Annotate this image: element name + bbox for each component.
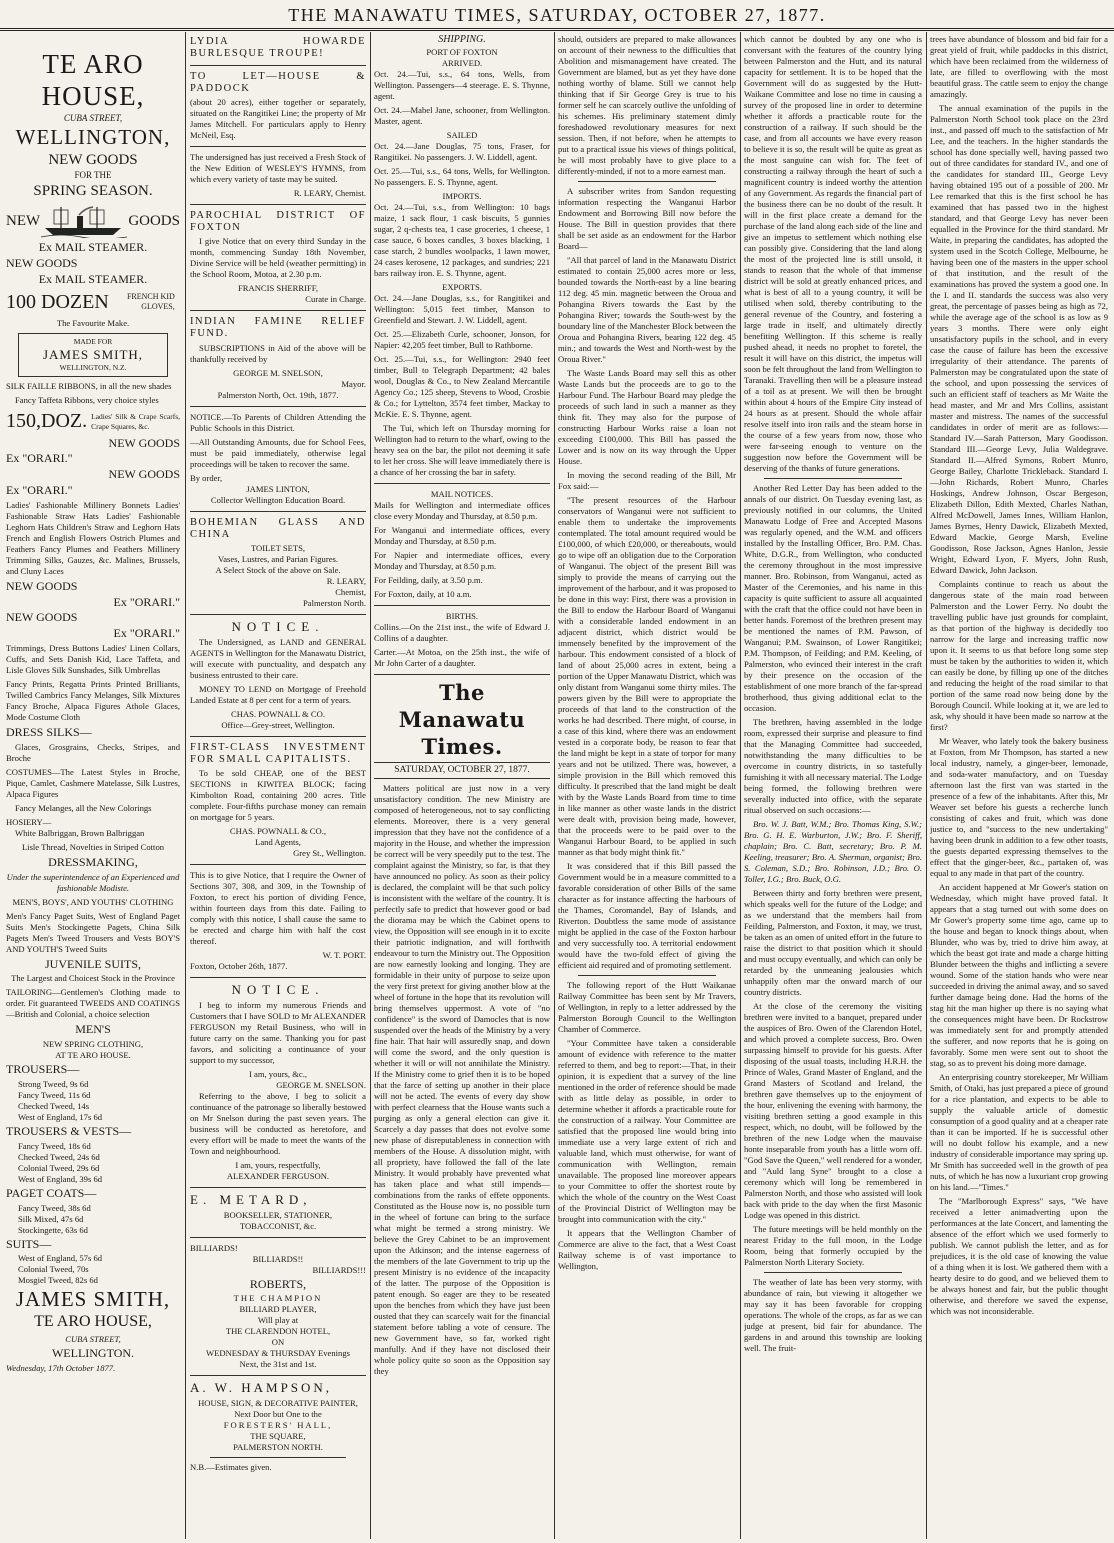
price-item: West of England, 17s 6d (18, 1111, 103, 1122)
made-for-label: MADE FOR (73, 337, 113, 347)
modiste-line: Under the superintendence of an Experienced and fashionable Modiste. (6, 871, 180, 893)
new-goods-line-3: NEW GOODS (108, 435, 180, 450)
column-rule (185, 32, 186, 1539)
price-item: Mosgiel Tweed, 82s 6d (18, 1275, 98, 1286)
billiards-3: BILLIARDS!!! (312, 1264, 366, 1275)
column-5-news (744, 34, 922, 1537)
kid-gloves-label: FRENCH KID GLOVES, (126, 292, 175, 312)
linton-name: JAMES LINTON, (246, 483, 310, 494)
spring-season-line: SPRING SEASON. (33, 183, 153, 199)
sherriff-name: FRANCIS SHERRIFF, (237, 283, 319, 294)
steamship-icon (41, 204, 127, 238)
hymns-notice: The undersigned has just received a Fresh Stock of the New Edition of WESLEY'S HYMNS, from which every variety of taste may be suited. (190, 152, 366, 185)
james-smith-footer: JAMES SMITH, (15, 1287, 171, 1312)
main-road-complaints: Complaints continue to reach us about the dangerous state of the main road between Palmerston and the Lower Ferry. No doubt the travelling public have just grounds for complaint, as that portion of the highway is decidedly too narrow for the large and increasing traffic now upon it. It seems to us that before long some step must be taken by the authorities to widen it, which can easily be done, by filling up one of the ditches and reducing the height of the road similar to that portion of the same road now being done by the Borough Council. While looking at it, we are led to ask, why should it have been made so narrow at the first? (930, 579, 1108, 732)
investment-heading: FIRST-CLASS INVESTMENT FOR SMALL CAPITALISTS. (190, 741, 366, 765)
arrival-2: Oct. 24.—Mabel Jane, schooner, from Wellington. Master, agent. (374, 104, 550, 126)
billiard-player: BILLIARD PLAYER, (239, 1304, 317, 1315)
banquet: At the close of the ceremony the visiting brethren were invited to a banquet, prepared under the auspices of Bro. Owen of the Clarendon Hotel, and which proved a complete success, Bro. Owen surpassing himself to provide for his guests. After disposing of the usual toasts, including H.R.H. the Prince of Wales, Grand Master of England, and the Grand Masters of Scotland and Ireland, the brethren gave themselves up to the enjoyment of the hour, enlivening the evening with harmony, the visiting brethren setting a good example in this respect, which, no doubt, will be followed by the brethren of the new Lodge when the mauvaise honte inseparable from youth has a little worn off. "God Save the Queen," well rendered for a wonder, and "Auld lang Syne" brought to a close a ceremony which will long be remembered in Palmerston North, and those who assisted will look back with pride to the day when the first Masonic Lodge was opened in this district. (744, 1001, 922, 1220)
mail-notices-heading: MAIL NOTICES. (430, 488, 494, 499)
mail-steamer-line: Ex MAIL STEAMER. (38, 240, 148, 255)
foxton-date: Foxton, October 26th, 1877. (190, 960, 288, 971)
column-rule (740, 32, 741, 1539)
suits-heading: SUITS— (6, 1236, 52, 1251)
leader-article: Matters political are just now in a very unsatisfactory condition. The new Ministry are composed of heterogeneous, not to say conflicting elements. Moreover, there is a very general impression that they have not the confidence of a majority in the House, and whether the impression be correct will be very speedily put to the test. The complaint against the Ministry, so far, is that they have announced no policy. As soon as their policy is declared, the complaint will be that such policy is inconsistent with the welfare of the country. It is perfectly safe to predict that however good or bad the diorama may be which the Cabinet opens to view, the Opposition will see enough in it to excite their patriotic indignation, and will forthwith endeavour to turn the Ministry out. The Opposition are now earnestly looking and longing. They are formidable in their unity of purpose to seize upon the very first pretext for giving another blow at the wheel of fortune in the hope that its revolution will bring themselves uppermost. A vote of "no confidence" is the sword of Damocles that is now suspended over the heads of the Ministry by a very fine hair. That hair will assuredly snap, and down will come the sword, and the only question is whether it will or will not annihilate the Ministry. If the Ministry come to grief then it is to be hoped that the farce of setting up another in their place will not be acted. The events of every day show with perfect clearness that the House wants such a purging as only a general election can give it. Scarcely a day passes that does not evolve some new phase of disreputableness in connection with members of the House. A dissolution might, with all propriety, have followed the fall of the late Ministry. It would probably have prevented what has taken place and what still impends—combinations from the ranks of effete opponents. Constituted as the House now is, no possible turn in the wheel of fortune can bring to the surface what might be termed a strong ministry. We believe the Grey Cabinet to be an improvement upon the Atkinson; and the intense eagerness of the members of the late Government to trip up the present Ministry is no evidence of the incapacity of the latter. The purpose of the Opposition is patent enough. So eager are they to be reseated upon the benches from which they have just been ousted that they can scarcely wait for the financial statement before tabling a vote of censure. The new Government have, so far, worked right manfully. And if they have not disclosed their whole policy quite so soon as the Opposition say they (374, 782, 550, 1376)
by-order: By order, (190, 472, 223, 483)
trousers-heading: TROUSERS— (6, 1062, 80, 1077)
price-item: Fancy Tweed, 38s 6d (18, 1202, 91, 1213)
palmerston-date: Palmerston North, Oct. 19th, 1877. (217, 389, 339, 400)
notice-heading: NOTICE. (231, 618, 325, 634)
tolet-heading: TO LET—HOUSE & PADDOCK (190, 71, 366, 95)
hampson-heading: A. W. HAMPSON, (190, 1380, 333, 1396)
column-6-news (930, 34, 1108, 1537)
champion-line: THE CHAMPION (233, 1293, 323, 1304)
price-item: Silk Mixed, 47s 6d (18, 1213, 84, 1224)
land-agents-body: The Undersigned, as LAND and GENERAL AGENTS in Wellington for the Manawatu District, will execute with punctuality, and despatch any business entrusted to their care. (190, 636, 366, 680)
masonic-lodge-room: The brethren, having assembled in the lodge room, expressed their surprise and pleasure to find that the Managing Committee had succeeded, notwithstanding the many difficulties to be overcome in country districts, in so tastefully furnishing it with all necessary material. The Lodge being formed, the following brethren were severally inducted into office, with the separate ritual observed on such occasions:— (744, 717, 922, 815)
metard-heading: E. METARD, (190, 1191, 312, 1207)
palmerston-north-2: PALMERSTON NORTH. (233, 1442, 323, 1453)
births-heading: BIRTHS. (445, 610, 479, 621)
mens-clothing-list: Men's Fancy Paget Suits, West of England Paget Suits Men's Stockingette Pagets, China Silk Pagets Men's Tweed Trousers and Vests BOY'S AND YOUTH'S Tweed Suits (6, 910, 180, 954)
bookseller-line: BOOKSELLER, STATIONER, (223, 1209, 333, 1220)
collector-title: Collector Wellington Education Board. (210, 494, 346, 505)
land-agents-title: Land Agents, (255, 836, 301, 847)
railway-continued: which cannot be doubted by any one who is conversant with the features of the country lying between Palmerston and the Hutt, and its natural capacity for settlement. It is to be hoped that the Government will do as suggested by the Hutt-Waikane Committee and lose no time in causing a survey of the proposed line in order to determine whether it affords a practicable route for the construction of a railway. If such should be the case, and from all accounts we have every reason to believe it is so, the result will be quite as great as the most sanguine can wish for. The feet of constructing a railway through the heart of such a magnificent country is indeed worthy the attention of any Government. As regards the financial part of the business there can be no doubt of the result. It will in the first place create a demand for the purchase of the land along each side of the line and give an impetus to settlement which nothing else can possibly give. Considering that the land along the most of the projected line is still unsold, it stands to reason that the whole of that immense district will be sold at greatly enhanced prices, and what is best of all to a young country, it will be utilised when sold, thereby contributing to the general revenue of the Country, and fostering a large trade in itself, and ultimately directly benefiting Wellington. If this scheme is really pushed ahead, it needs no prophet to foretel, the result it will have on this district, the impetus will soon be felt throughout the land from Wellington to Taranaki. Travelling then will be a pleasure instead of a toil as at present. We will then be brought within about 4 hours of the Empire City instead of 24 hours as at present. Should the whole affair resolve itself into iron rails and the steam horse in the course of a few years from now, those who were far-seeing enough to venture on the suggestion now before the Government will be deserving of the thanks of future generations. (744, 34, 922, 473)
column-4-news (558, 34, 736, 1537)
dated-line: Wednesday, 17th October 1877. (6, 1362, 116, 1373)
juvenile-sub: The Largest and Choicest Stock in the Province (11, 973, 175, 984)
future-meetings: The future meetings will be held monthly on the nearest Friday to the full moon, in the Lodge Room, being that formerly occupied by the Palmerston North Literary Society. (744, 1224, 922, 1267)
investment-body: To be sold CHEAP, one of the BEST SECTIONS in KIWITEA BLOCK; facing Kimbolton Road, containing 200 acres. Title complete. Four-fifths purchase money can remain on mortgage for 5 years. (190, 767, 366, 822)
trimmings-list: Trimmings, Dress Buttons Ladies' Linen Collars, Cuffs, and Sets Danish Kid, Lace Taffeta, and Lisle Gloves Silk Sunshades, Silk Umbrellas (6, 642, 180, 675)
silk-faille-line: SILK FAILLE RIBBONS, in all the new shades (6, 380, 172, 391)
port-name: W. T. PORT. (322, 949, 366, 960)
column-2-advertisements (190, 34, 366, 1537)
bohemian-heading: BOHEMIAN GLASS AND CHINA (190, 516, 366, 540)
orari-line-4: Ex "ORARI." (113, 626, 180, 641)
new-goods-line-2: NEW GOODS (6, 255, 78, 270)
paget-heading: PAGET COATS— (6, 1185, 97, 1200)
column-rule (926, 32, 927, 1539)
birth-notice-1: Collins.—On the 21st inst., the wife of Edward J. Collins of a daughter. (374, 621, 550, 643)
mail-notice-1: Mails for Wellington and intermediate offices close every Monday and Thursday, at 8.50 p.m. (374, 499, 550, 521)
harbor-bill-intro: A subscriber writes from Sandon requesting information respecting the Wanganui Harbor Endowment and Borrowing Bill now before the House. The Bill in question provides that there shall be set aside as an endowment for the Harbor Board— (558, 186, 736, 251)
james-smith-name: JAMES SMITH, (42, 346, 144, 362)
money-to-lend: MONEY TO LEND on Mortgage of Freehold Landed Estate at 8 per cent for a term of years. (190, 683, 366, 705)
sailing-2: Oct. 25.—Tui, s.s., 64 tons, Wells, for Wellington. No passengers. E. S. Thynne, agent. (374, 165, 550, 187)
at-te-aro-house: AT TE ARO HOUSE. (55, 1050, 131, 1061)
dozen-heading: 100 DOZEN (6, 290, 109, 313)
column-rule (554, 32, 555, 1539)
price-item: Colonial Tweed, 70s (18, 1264, 89, 1275)
tobacconist-line: TOBACCONIST, &c. (239, 1220, 317, 1231)
lodge-officers: Bro. W. J. Batt, W.M.; Bro. Thomas King, S.W.; Bro. G. H. E. Warburton, J.W.; Bro. F. Sheriff, chaplain; Bro. C. Batt, secretary; Bro. P. M. Keeling, treasurer; Bro. A. Sherman, organist; Bro. S. Coleman, S.D.; Bro. Robinson, J.D.; Bro. O. Toller, I.G.; Bro. Buck, O.G. (744, 819, 922, 884)
pownall-name-2: CHAS. POWNALL & CO., (229, 825, 327, 836)
ginger-beer-factory: Mr Weaver, who lately took the bakery business at Foxton, from Mr Thompson, has started a new local industry, namely, a ginger-beer, lemonade, and soda-water manufactory, and on Tuesday afternoon last the first van was started in the presence of a few of the inhabitants. After this, Mr Weaver set before his guests a recherche lunch consisting of cakes and fruit, which was done justice to, and "success to the new undertaking" having been drunk in addition to a few other toasts, the guests departed expressing themselves to the effect that the ginger-beer, &c., partaken of, was equal to any made in that part of the country. (930, 736, 1108, 878)
evenings-line: WEDNESDAY & THURSDAY Evenings (206, 1348, 350, 1359)
price-item: Checked Tweed, 14s (18, 1100, 90, 1111)
newspaper-flag: The Manawatu Times. (398, 679, 526, 759)
new-word: NEW (6, 212, 41, 229)
mayor-title: Mayor. (341, 378, 366, 389)
new-spring-clothing: NEW SPRING CLOTHING, (42, 1039, 144, 1050)
te-aro-title: TE ARO (42, 49, 144, 79)
leary-name: R. LEARY, (326, 575, 366, 586)
price-item: West of England, 39s 6d (18, 1173, 103, 1184)
price-item: Strong Tweed, 9s 6d (18, 1078, 89, 1089)
mail-steamer-line-2: Ex MAIL STEAMER. (38, 271, 148, 286)
rice-plantation: An enterprising country storekeeper, Mr William Smith, of Otaki, has just prepared a piece of ground for a rice plantation, and expects to be able to supply the valuable article of domestic consumption of a good quality and at a cheaper rate than it can be imported. If he is successful other will no doubt follow his example, and a new industry of considerable importance may spring up. Mr Smith has succeeded well in the growth of pea nuts, of which he has now a luxuriant crop growing on his land.—"Times." (930, 1072, 1108, 1192)
respectfully-line: I am, yours, respectfully, (235, 1159, 321, 1170)
new-goods-line: NEW GOODS (48, 152, 138, 169)
column-1-te-aro-advert (6, 34, 180, 1537)
parochial-heading: PAROCHIAL DISTRICT OF FOXTON (190, 210, 366, 234)
railway-committee-report: "Your Committee have taken a considerable amount of evidence with reference to the matter referred to them, and beg to report:—That, in their opinion, it is expedient that a survey of the line mentioned in the order of reference should be made with as little delay as possible, in order to determine whether it affords a practicable route for the construction of a railway. Your Committee are satisfied that the proposed line would bring into immediate use a very large extent of rich and valuable land, which must otherwise, for want of communication with Wellington, remain unavailable. The proposed line moreover appears to your Committee to offer the shortest route by which the whole of the country on the West Coast of the Provincial District of Wellington may be brought into communication with the city." (558, 1038, 736, 1224)
arrival-1: Oct. 24.—Tui, s.s., 64 tons, Wells, from Wellington. Passengers—4 steerage. E. S. Thynne, agent. (374, 68, 550, 101)
balbriggan-line: White Balbriggan, Brown Balbriggan (15, 827, 145, 838)
tolet-body: (about 20 acres), either together or separately, situated on the Rangitikei Line; the property of Mr James Mitchell. For particulars apply to Henry McNeil, Esq. (190, 97, 366, 141)
wellington-title: WELLINGTON, (15, 125, 171, 150)
tui-note: The Tui, which left on Thursday morning for Wellington had to return to the wharf, owing to the heavy sea on the bar, the pilot not deeming it safe to let her cross. She will leave immediately there is a chance of her crossing the bar in safety. (374, 422, 550, 477)
mail-notice-5: For Foxton, daily, at 10 a.m. (374, 588, 472, 599)
school-fees-heading: NOTICE.—To Parents of Children Attending the Public Schools in this District. (190, 411, 366, 433)
lisle-thread-line: Lisle Thread, Novelties in Striped Cotton (21, 841, 165, 852)
new-goods-line-5: NEW GOODS (6, 578, 78, 593)
price-item: West of England, 57s 6d (18, 1253, 103, 1264)
toilet-sets: TOILET SETS, (250, 542, 306, 553)
tailoring-line: TAILORING—Gentlemen's Clothing made to order. Fit guaranteed TWEEDS AND COATINGS—British and Colonial, a choice selection (6, 987, 180, 1020)
column-3-shipping-and-leader (374, 34, 550, 1537)
snelson-sign: GEORGE M. SNELSON. (276, 1079, 366, 1090)
sailed-heading: SAILED (446, 129, 478, 140)
parochial-body: I give Notice that on every third Sunday in the month, commencing Sunday 18th November, Divine Service will be held (weather permitting) in the School Room, Motoa, at 2.30 p.m. (190, 236, 366, 280)
fancy-taffeta-line: Fancy Taffeta Ribbons, very choice styles (15, 394, 159, 405)
imports-heading: IMPORTS. (442, 190, 482, 201)
mail-notice-3: For Napier and intermediate offices, every Monday and Thursday, at 8.50 p.m. (374, 549, 550, 571)
prints-list: Fancy Prints, Regatta Prints Printed Brilliants, Twilled Cambrics Fancy Melanges, Silk Mixtures Fancy Broche, Alpaca Figures Athole Glaces, Mode Costume Cloth (6, 678, 180, 722)
wellington-footer: WELLINGTON. (51, 1345, 135, 1360)
billiards-2: BILLIARDS!! (252, 1253, 304, 1264)
masonic-lodge-intro: Another Red Letter Day has been added to the annals of our district. On Tuesday evening last, as previously notified in our columns, the United Manawatu Lodge of Free and Accepted Masons was regularly opened, and the W.M. and officers installed by the Installing Officer, Bro. P.M. Chas. White, D.G.R., from Wellington, who conducted the ceremony throughout in the most impressive manner. Bro. Robinson, from Wanganui, acted as Master of the Ceremonies, and his name in this capacity is quite sufficient to assure all acquainted with the craft that the office could not have been in better hands. Foremost of the brethren present may be mentioned the names of P.M. Pawson, of Wanganui; P.M. Swainson, of Lower Rangitikei; P.M. Thompson, of Feilding; and P.M. Keeling, of Palmerston, who evinced their interest in the craft by their presence on the occasion of the establishment of one more branch of the far-spread brotherhood, thus giving additional eclat to the occasion. (744, 483, 922, 713)
pownall-name: CHAS. POWNALL & CO. (231, 708, 325, 719)
foresters-hall: FORESTERS' HALL, (223, 1420, 333, 1431)
exports-heading: EXPORTS. (442, 281, 482, 292)
chamber-commerce: It appears that the Wellington Chamber of Commerce are alive to the fact, that a West Coast Railway scheme is of vast importance to Wellington, (558, 1228, 736, 1271)
export-2: Oct. 25.—Elizabeth Curle, schooner, Jonson, for Napier: 42,205 feet timber, Bull to Rathborne. (374, 328, 550, 350)
stag-accident: An accident happened at Mr Gower's station on Wednesday, which might have proved fatal. It appears that a stag turned out with some does on Mr Gower's property some time ago, came up to the house and began to knock things about, when Blunder, who was by, tried to drive him away, at which the beast got irate and made a charge hitting Blunder between the thighs and inflicting a severe wound. Some of the station hands who were near succeeded in driving the animal away, and so saved further damage being done. Had the horns of the stag hit the man higher up there is no saying what the consequences might have been. Dr Rockstrow was immediately sent for and promptly attended the sufferer, and now reports that he is going on favorably. Some men were sent out to shoot the stag, so as to prevent his doing more damage. (930, 882, 1108, 1068)
te-aro-house-footer: TE ARO HOUSE, (34, 1313, 152, 1331)
famine-heading: INDIAN FAMINE RELIEF FUND. (190, 316, 366, 340)
school-examination: The annual examination of the pupils in the Palmerston North School took place on the 23rd inst., and passed off much to the satisfaction of Mr Lee, and the teachers. In the higher standards the school has done specially well, having passed two out of three candidates for standard IV., and one of the candidates for standard III., George Levy having obtained 195 out of a possible of 200. Mr Lee remarked that this is the first school he has examined that has passed two in the highest standard, and that George Levy has never been equalled in the Province for the third standard. Mr Waite, in preparing the candidates, has adopted the system used in the Scotch College, Melbourne, he having been one of the masters in the upper school of that institution, and the result of the examinations has proved the system a good one. In the I. and II. standards the success was also very great, the percentage of passes being as high as 72, while the average age of the school is as low as 9 years 3 months. There were only eight unsatisfactory pupils in the school, and in every case the cause of failure has been the excessive irregularity of their attendance. The parents of Palmerston may be congratulated upon the state of the school, and upon possessing the services of such an efficient staff of teachers as Mr Waite the head master, and Mr and Mrs Collins, assistant master and mistress. The names of the successful candidates in order of merit are as follows:— Standard IV.—Sarah Patterson, Mary Goodisson. Standard III.—George Levy, Julia Waldegrave. Standard II.—Alfred Symons, Robert Munro, George Bailey, Charlotte Trickleback. Standard I.—John Richards, Robert Munro, Charles Hoskings, Andrew Johnson, Oscar Bergeson, Elizabeth Dillon, Edith Mexted, Charles Nathan, Alfred McDowell, James Innes, William Hanlon, James Byrnes, Henry Dawick, Elizabeth Mexted, Edward Mackie, George Marsh, Eveline Goodisson, Rose Jackson, Agnes Hanlon, Jessie Wright, Edward Lyon, F. Myers, John Rush, Edward Dawick, John Jackson. (930, 103, 1108, 575)
famine-body: SUBSCRIPTIONS in Aid of the above will be thankfully received by (190, 342, 366, 364)
orari-line-2: Ex "ORARI." (6, 482, 73, 497)
yours-line: I am, yours, &c., (249, 1068, 307, 1079)
millinery-list: Ladies' Fashionable Millinery Bonnets Ladies' Fashionable Straw Hats Ladies' Fashionable Leghorn Hats Children's Straw and Leghorn Hats French and English Flowers Ostrich Plumes and Feathers Fancy Plumes and Feathers Millinery Trimming Silks, Gauzes, &c. Malines, Brussels, and Cluny Laces (6, 499, 180, 576)
wellington-nz: WELLINGTON, N.Z. (59, 363, 127, 373)
hampson-sub: HOUSE, SIGN, & DECORATIVE PAINTER, (198, 1398, 358, 1409)
mr-fox-said: In moving the second reading of the Bill, Mr Fox said:— (558, 470, 736, 491)
next-line: Next, the 31st and 1st. (239, 1359, 317, 1370)
glaces-line: Glaces, Grosgrains, Checks, Stripes, and Broche (6, 741, 180, 763)
for-the-line: FOR THE (74, 170, 112, 181)
mail-notice-4: For Feilding, daily, at 3.50 p.m. (374, 574, 483, 585)
next-door: Next Door but One to the (234, 1409, 322, 1420)
school-fees-body: —All Outstanding Amounts, due for School Fees, must be paid immediately, otherwise legal proceedings will be taken to recover the same. (190, 436, 366, 469)
mail-notice-2: For Wanganui and intermediate offices, every Monday and Thursday, at 8.50 p.m. (374, 524, 550, 546)
weather-report: The weather of late has been very stormy, with abundance of rain, but viewing it altogether we may say it has been favorable for cropping operations. The whole of the crops, as far as we can judge at present, bid fair for abundance. The gardens in and around this township are looking well. The fruit- (744, 1277, 922, 1353)
flag-dateline: SATURDAY, OCTOBER 27, 1877. (374, 762, 550, 778)
masthead: THE MANAWATU TIMES, SATURDAY, OCTOBER 27, 1877. (0, 0, 1114, 31)
ship-row (6, 204, 180, 238)
ferguson-sign: ALEXANDER FERGUSON. (226, 1170, 330, 1181)
arrived-heading: ARRIVED. (441, 57, 483, 68)
the-square: THE SQUARE, (250, 1431, 306, 1442)
railway-committee-intro: The following report of the Hutt Waikanae Railway Committee has been sent by Mr Travers, of Wellington, in reply to a letter addressed by the Palmerston Borough Council to the Wellington Chamber of Commerce. (558, 980, 736, 1034)
fence-notice: This is to give Notice, that I require the Owner of Sections 307, 308, and 309, in the Township of Foxton, to erect his portion of dividing Fence, within fourteen days from this date. Failing to comply with this notice, I shall cause the same to be erected and charge him with half the cost thereof. (190, 869, 366, 946)
street-line: CUBA STREET, (63, 112, 123, 123)
column-rule (370, 32, 371, 1539)
price-item: Colonial Tweed, 29s 6d (18, 1162, 100, 1173)
price-item: Fancy Tweed, 11s 6d (18, 1089, 91, 1100)
select-stock: A Select Stock of the above on Sale. (215, 564, 341, 575)
new-goods-line-4: NEW GOODS (108, 467, 180, 482)
goods-word: GOODS (128, 212, 180, 229)
marlborough-express: The "Marlborough Express" says, "We have received a letter animadverting upon the performances at the late Concert, and lamenting the absence of the effort which we used formerly to publish. We cannot publish the letter, and as for prejudices, it is the old case of knowing the value of a thing when it is lost. We gathered them with a hearty desire to do good, and we believed them to be always honest and fair, but the public thought otherwise, and therefore we saved the expense, which was not inconsiderable. (930, 1196, 1108, 1316)
doz-heading: 150,DOZ. (6, 409, 88, 432)
dress-silks-heading: DRESS SILKS— (6, 724, 92, 739)
house-title: HOUSE, (41, 81, 145, 112)
roberts-name: ROBERTS, (249, 1276, 307, 1291)
import-1: Oct. 24.—Tui, s.s., from Wellington: 10 bags maize, 1 sack flour, 1 cask biscuits, 5 gunnies sugar, 2 q-chests tea, 1 case groceries, 1 cheese, 1 case sauce, 6 boxes candles, 3 boxes blacking, 1 case starch, 2 bundles woolpacks, 1 lawn mower, 24 cases kerosene, 12 packages, and sundries; 221 bars railway iron. E. S. Thynne, agent. (374, 201, 550, 278)
palmerston-north: Palmerston North. (302, 597, 366, 608)
new-goods-line-6: NEW GOODS (6, 610, 78, 625)
mens-heading: MEN'S (75, 1022, 111, 1037)
sailing-1: Oct. 24.—Jane Douglas, 75 tons, Fraser, for Rangitikei. No passengers. J. W. Liddell, agent. (374, 140, 550, 162)
harbor-bill-land: "All that parcel of land in the Manawatu District estimated to contain 25,000 acres more or less, bounded towards the North-east by a line bearing 112 deg. 45 min. magnetic between the Oroua and Pohangina Rivers towards the East by the Pohangina River; towards the South-west by the boundary line of the Manchester Block between the Oroua and Pohangina Rivers, bearing 122 deg. 45 min.; and towards the West and North-west by the Oroua River." (558, 255, 736, 364)
costumes-line: COSTUMES—The Latest Styles in Broche, Pique, Camlet, Cashmere Matelasse, Silk Lustres, Alpaca Figures (6, 766, 180, 799)
clarendon-line: THE CLARENDON HOTEL, (225, 1326, 331, 1337)
mr-fox-speech: "The present resources of the Harbour conservators of Wanganui were not sufficient to enable them to undertake the improvements contemplated. The total amount required would be £100,000, of which £20,000, or thereabouts, would go to wipe off an obligation due to the Corporation of Wanganui. The object of the present Bill was simply to provide the means of carrying out the improvement of the harbour, and it was proposed to be done in this way: First, there was a provision in the Bill to endow the Harbour Board of Wanganui with a considerable landed endowment in an adjacent district, which district would be immensely benefited by the improvement of the harbour. This endowment consisted of a block of land of about 25,000 acres in extent, being a portion of the Upper Manawatu District, which was only distant from Wanganui some thirty miles. The powers given by the Bill were to appropriate the proceeds of that land to the construction of the works he had described. There might, of course, in a case of this kind, where there was an endowment vested in a corporate body, be reason to fear that the land might be kept in a state of torpor for many years and not be utilized. There was, however, a simple provision in the Bill which removed this difficulty. It prescribed that the land might be dealt with by the Waste Lands Board from time to time in like manner as other waste lands in the district were dealt with, provision being made, however, that the proceeds were to be paid over to the Wanganui Harbour Board, to be applied in such manner as that body might think fit." (558, 495, 736, 857)
favourite-make: The Favourite Make. (56, 318, 130, 329)
hosiery-heading: HOSIERY— (6, 816, 52, 827)
scarfs-label: Ladies' Silk & Crape Scarfs, Crape Squares, &c. (91, 412, 180, 431)
fancy-melanges-line: Fancy Melanges, all the New Colorings (15, 802, 152, 813)
grey-st: Grey St., Wellington. (293, 847, 366, 858)
clothing-heading: MEN'S, BOYS', AND YOUTHS' CLOTHING (12, 896, 174, 907)
export-3: Oct. 25.—Tui, s.s., for Wellington: 2940 feet timber, Bull to Telegraph Department; 42 bales wool, Douglas & Co., to New Zealand Mercantile Agency Co.; 125 sheep, Stevens to Wood, Crosbie & Co.; for Lyttelton, 3574 feet timber, Mackay to McKie. E. S. Thynne, agent. (374, 353, 550, 419)
will-play: Will play at (257, 1315, 299, 1326)
made-for-box (18, 333, 168, 377)
snelson-name: GEORGE M. SNELSON, (233, 367, 323, 378)
brethren-present: Between thirty and forty brethren were present, which speaks well for the future of the Lodge; and as we understand that the members hail from Feilding, Palmerston, and Foxton, it may, we trust, be taken as an omen of united effort in the future to raise the district to that position which it should and must occupy eventually, and which can only be retarded by the unmeaning jealousies which unhappily often mar the onward march of our country districts. (744, 888, 922, 997)
orari-line-3: Ex "ORARI." (113, 594, 180, 609)
juvenile-heading: JUVENILE SUITS, (45, 956, 141, 971)
price-item: Checked Tweed, 24s 6d (18, 1151, 100, 1162)
leary-signature: R. LEARY, Chemist. (293, 188, 366, 199)
estimates-line: N.B.—Estimates given. (190, 1462, 272, 1473)
chemist-title: Chemist, (335, 586, 366, 597)
fruit-trees: trees have abundance of blossom and bid fair for a great yield of fruit, while paddocks in this district, which have been reclaimed from the wilderness of late, are filled to overflowing with the most beautiful grass. The cattle seem to enjoy the change amazingly. (930, 34, 1108, 99)
price-item: Fancy Tweed, 18s 6d (18, 1140, 91, 1151)
bill-consideration: It was considered that if this Bill passed the Government would be in a measure committed to a favorable consideration of other Bills of the same character as for instance affecting the harbours of the Thames, Coromandel, Bay of Islands, and Riverton. Doubtless the same mode of assistance might be applied in the case of the Foxton harbour and very successfully too. A territorial endowment would have the two-fold effect of giving the efficient aid required and of promoting settlement. (558, 861, 736, 970)
dressmaking-heading: DRESSMAKING, (48, 854, 138, 869)
billiards-1: BILLIARDS! (190, 1242, 238, 1253)
pownall-office: Office—Grey-street, Wellington. (221, 719, 335, 730)
on-line: ON (271, 1337, 285, 1348)
ferguson-notice: Referring to the above, I beg to solicit a continuance of the patronage so liberally bestowed on Mr Snelson during the past seven years. The business will be conducted as heretofore, and every effort will be made to meet the wants of the Town and neighbourhood. (190, 1090, 366, 1156)
leader-continued: should, outsiders are prepared to make allowances on account of their newness to the difficulties that Abolition and mismanagement have created. The Government are blamed, but as yet they have done nothing worthy of blame. Still we cannot help thinking that if Sir George Grey is true to his former self he can scarcely outlive the unfolding of his schemes. His preliminary statement dimly foreshadowed revolutionary measures for next session. Then, if not before, when he attempts to put to a practical issue his views of things political, he will most probably have to give place to a differently-minded, if not to a more earnest man. (558, 34, 736, 176)
snelson-notice: I beg to inform my numerous Friends and Customers that I have SOLD to Mr ALEXANDER FERGUSON my Retail Business, who will in future carry on the same. Thanking you for past favors, and soliciting a continuance of your support to my successor, (190, 999, 366, 1065)
cuba-street-footer: CUBA STREET, (65, 1333, 121, 1344)
vases-line: Vases, Lustres, and Parian Figures. (217, 553, 339, 564)
trousers-vests-heading: TROUSERS & VESTS— (6, 1123, 132, 1138)
birth-notice-2: Carter.—At Motoa, on the 25th inst., the wife of Mr John Carter of a daughter. (374, 646, 550, 668)
export-1: Oct. 24.—Jane Douglas, s.s., for Rangitikei and Wellington: 5,015 feet timber, Manson to Greenfield and Stewart. J. W. Liddell, agent. (374, 292, 550, 325)
port-of-foxton: PORT OF FOXTON (426, 46, 498, 57)
price-item: Stockingette, 63s 6d (18, 1224, 88, 1235)
curate-title: Curate in Charge. (305, 294, 366, 305)
shipping-heading: SHIPPING. (438, 34, 486, 45)
waste-lands: The Waste Lands Board may sell this as other Waste Lands but the proceeds are to go to the Harbour Fund. The Harbour Board may pledge the proceeds of such land in such a manner as they think fit. They may also for the purpose of constructing Harbour Works raise a loan not exceeding £100,000. This Bill has passed the Lower and is now on its way through the Upper House. (558, 368, 736, 466)
notice-heading-2: NOTICE. (231, 981, 325, 997)
orari-line-1: Ex "ORARI." (6, 451, 73, 466)
lydia-heading: LYDIA HOWARDE BURLESQUE TROUPE! (190, 36, 366, 60)
